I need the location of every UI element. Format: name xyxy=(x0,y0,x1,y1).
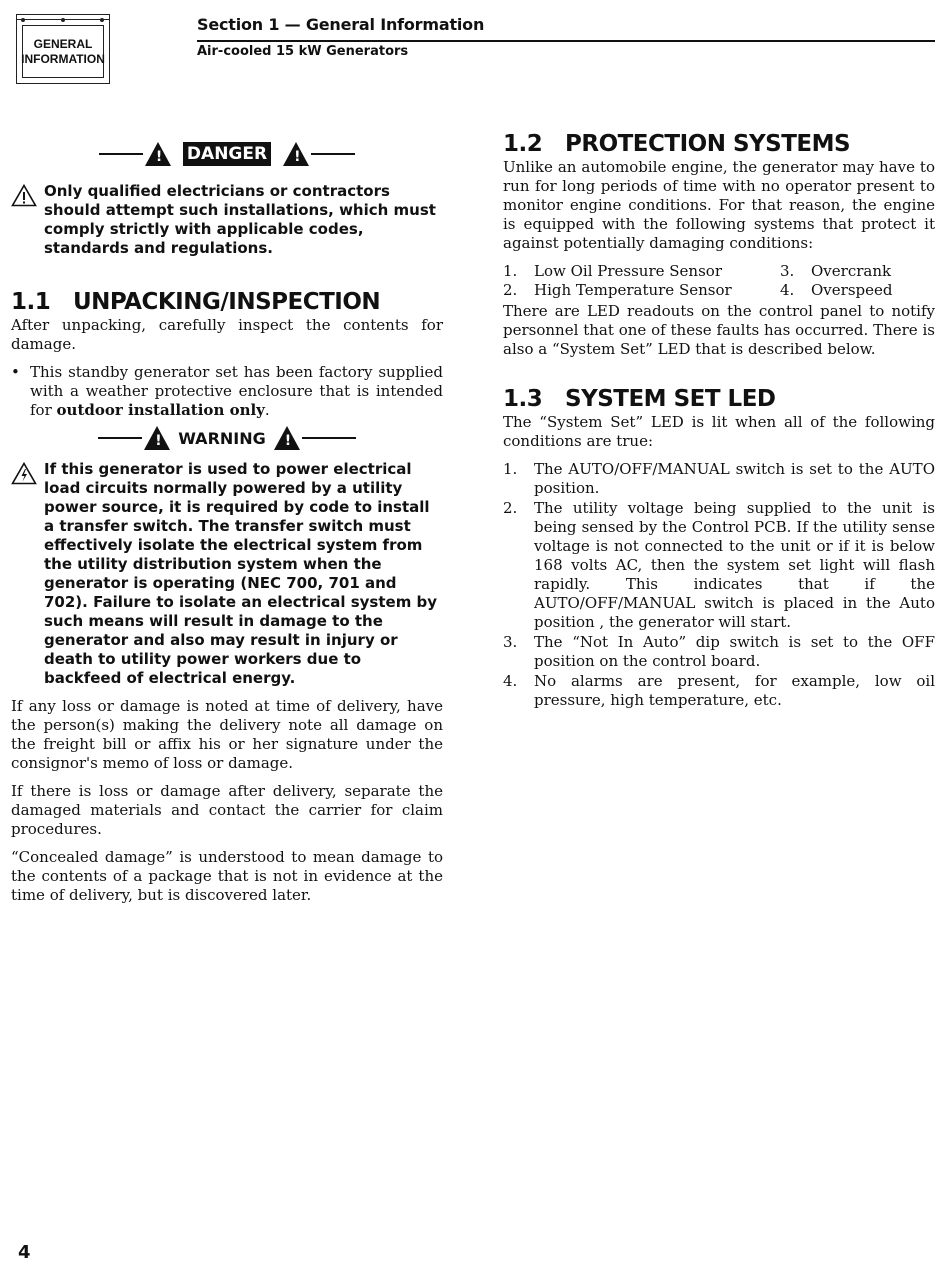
item-number: 2. xyxy=(503,499,518,517)
list-item xyxy=(503,633,935,671)
badge-rivet xyxy=(100,18,104,22)
item-number: 3. xyxy=(503,633,518,651)
warning-triangle-icon: ! xyxy=(145,142,171,166)
warning-banner xyxy=(11,424,443,452)
heading-title: SYSTEM SET LED xyxy=(565,386,776,412)
badge-rivet xyxy=(61,18,65,22)
list-item xyxy=(503,262,780,281)
warning-label: WARNING xyxy=(178,428,266,448)
item-text: Overcrank xyxy=(811,262,892,280)
warning-notice xyxy=(11,460,443,688)
item-text: High Temperature Sensor xyxy=(534,281,732,299)
heading-number: 1.1 xyxy=(11,289,51,315)
paragraph: After unpacking, carefully inspect the contents for damage. xyxy=(11,316,443,353)
protection-systems-list xyxy=(503,262,935,300)
banner-line xyxy=(302,437,356,439)
heading-1-3 xyxy=(503,385,935,413)
bullet-text xyxy=(30,363,443,420)
bullet-icon: • xyxy=(11,363,20,381)
badge-rivet xyxy=(21,18,25,22)
warning-triangle-icon: ! xyxy=(283,142,309,166)
heading-number: 1.2 xyxy=(503,131,543,157)
caution-icon xyxy=(11,184,44,212)
item-text: Low Oil Pressure Sensor xyxy=(534,262,722,280)
warning-triangle-icon: ! xyxy=(274,426,300,450)
heading-title: PROTECTION SYSTEMS xyxy=(565,131,851,157)
heading-number: 1.3 xyxy=(503,386,543,412)
heading-1-1 xyxy=(11,288,443,316)
paragraph: If there is loss or damage after delivery, separate the damaged materials and contact the carrier for claim procedures. xyxy=(11,782,443,838)
list-item xyxy=(503,672,935,710)
paragraph: There are LED readouts on the control panel to notify personnel that one of these faults has occurred. There is also a “System Set” LED that is described below. xyxy=(503,302,935,358)
item-text: No alarms are present, for example, low oil pressure, high temperature, etc. xyxy=(534,672,935,709)
list-item xyxy=(780,281,935,300)
section-tab-badge xyxy=(16,14,110,84)
item-number: 4. xyxy=(503,672,518,690)
heading-title: UNPACKING/INSPECTION xyxy=(73,289,381,315)
list-item xyxy=(503,460,935,498)
warning-triangle-icon: ! xyxy=(144,426,170,450)
conditions-list xyxy=(503,460,935,710)
item-number: 3. xyxy=(780,262,795,280)
electric-hazard-icon xyxy=(11,462,44,490)
section-subtitle: Air-cooled 15 kW Generators xyxy=(197,44,409,59)
danger-text: Only qualified electricians or contractors should attempt such installations, which must comply strictly with applicable codes, standards and regulations. xyxy=(44,182,436,257)
item-number: 2. xyxy=(503,281,518,299)
list-item xyxy=(780,262,935,281)
paragraph: If any loss or damage is noted at time of delivery, have the person(s) making the delivery note all damage on the freight bill or affix his or her signature under the consignor's memo of loss or damage. xyxy=(11,697,443,772)
badge-line-1: GENERAL xyxy=(33,36,93,51)
banner-line xyxy=(311,153,355,155)
badge-rail xyxy=(17,19,109,20)
banner-line xyxy=(99,153,143,155)
bullet-text-start: This standby generator set has been factory supplied with a weather protective enclosure that is intended for xyxy=(30,363,443,419)
right-column xyxy=(503,130,935,711)
danger-notice xyxy=(11,182,443,258)
item-text: The utility voltage being supplied to the unit is being sensed by the Control PCB. If the utility sense voltage is not connected to the unit or if it is below 168 volts AC, then the system set light will flash rapidly. This indicates that if the AUTO/OFF/MANUAL switch is placed in the Auto position , the generator will start. xyxy=(534,499,935,631)
header-rule xyxy=(197,40,935,42)
paragraph: Unlike an automobile engine, the generator may have to run for long periods of time with no operator present to monitor engine conditions. For that reason, the engine is equipped with the following systems that protect it against potentially damaging conditions: xyxy=(503,158,935,252)
item-text: Overspeed xyxy=(811,281,893,299)
bullet-text-bold: outdoor installation only xyxy=(56,401,265,419)
bullet-text-end: . xyxy=(264,401,270,419)
item-text: The AUTO/OFF/MANUAL switch is set to the AUTO position. xyxy=(534,460,935,497)
list-item xyxy=(503,281,780,300)
heading-1-2 xyxy=(503,130,935,158)
item-number: 1. xyxy=(503,460,518,478)
paragraph: “Concealed damage” is understood to mean damage to the contents of a package that is not in evidence at the time of delivery, but is discovered later. xyxy=(11,848,443,904)
list-item xyxy=(503,499,935,632)
item-text: The “Not In Auto” dip switch is set to the OFF position on the control board. xyxy=(534,633,935,670)
warning-text: If this generator is used to power electrical load circuits normally powered by a utility power source, it is required by code to install a transfer switch. The transfer switch must effectively isolate the electrical system from the utility distribution system when the generator is operating (NEC 700, 701 and 702). Failure to isolate an electrical system by such means will result in damage to the generator and also may result in injury or death to utility power workers due to backfeed of electrical energy. xyxy=(44,460,438,687)
section-title: Section 1 — General Information xyxy=(197,15,485,34)
banner-line xyxy=(98,437,142,439)
left-column xyxy=(11,140,443,905)
badge-line-2: INFORMATION xyxy=(21,51,105,66)
danger-banner xyxy=(11,140,443,168)
item-number: 4. xyxy=(780,281,795,299)
list-item xyxy=(11,363,443,420)
bullet-list xyxy=(11,363,443,420)
item-number: 1. xyxy=(503,262,518,280)
badge-label xyxy=(22,25,104,78)
page-number: 4 xyxy=(18,1242,31,1263)
danger-label: DANGER xyxy=(183,142,271,166)
paragraph: The “System Set” LED is lit when all of the following conditions are true: xyxy=(503,413,935,450)
